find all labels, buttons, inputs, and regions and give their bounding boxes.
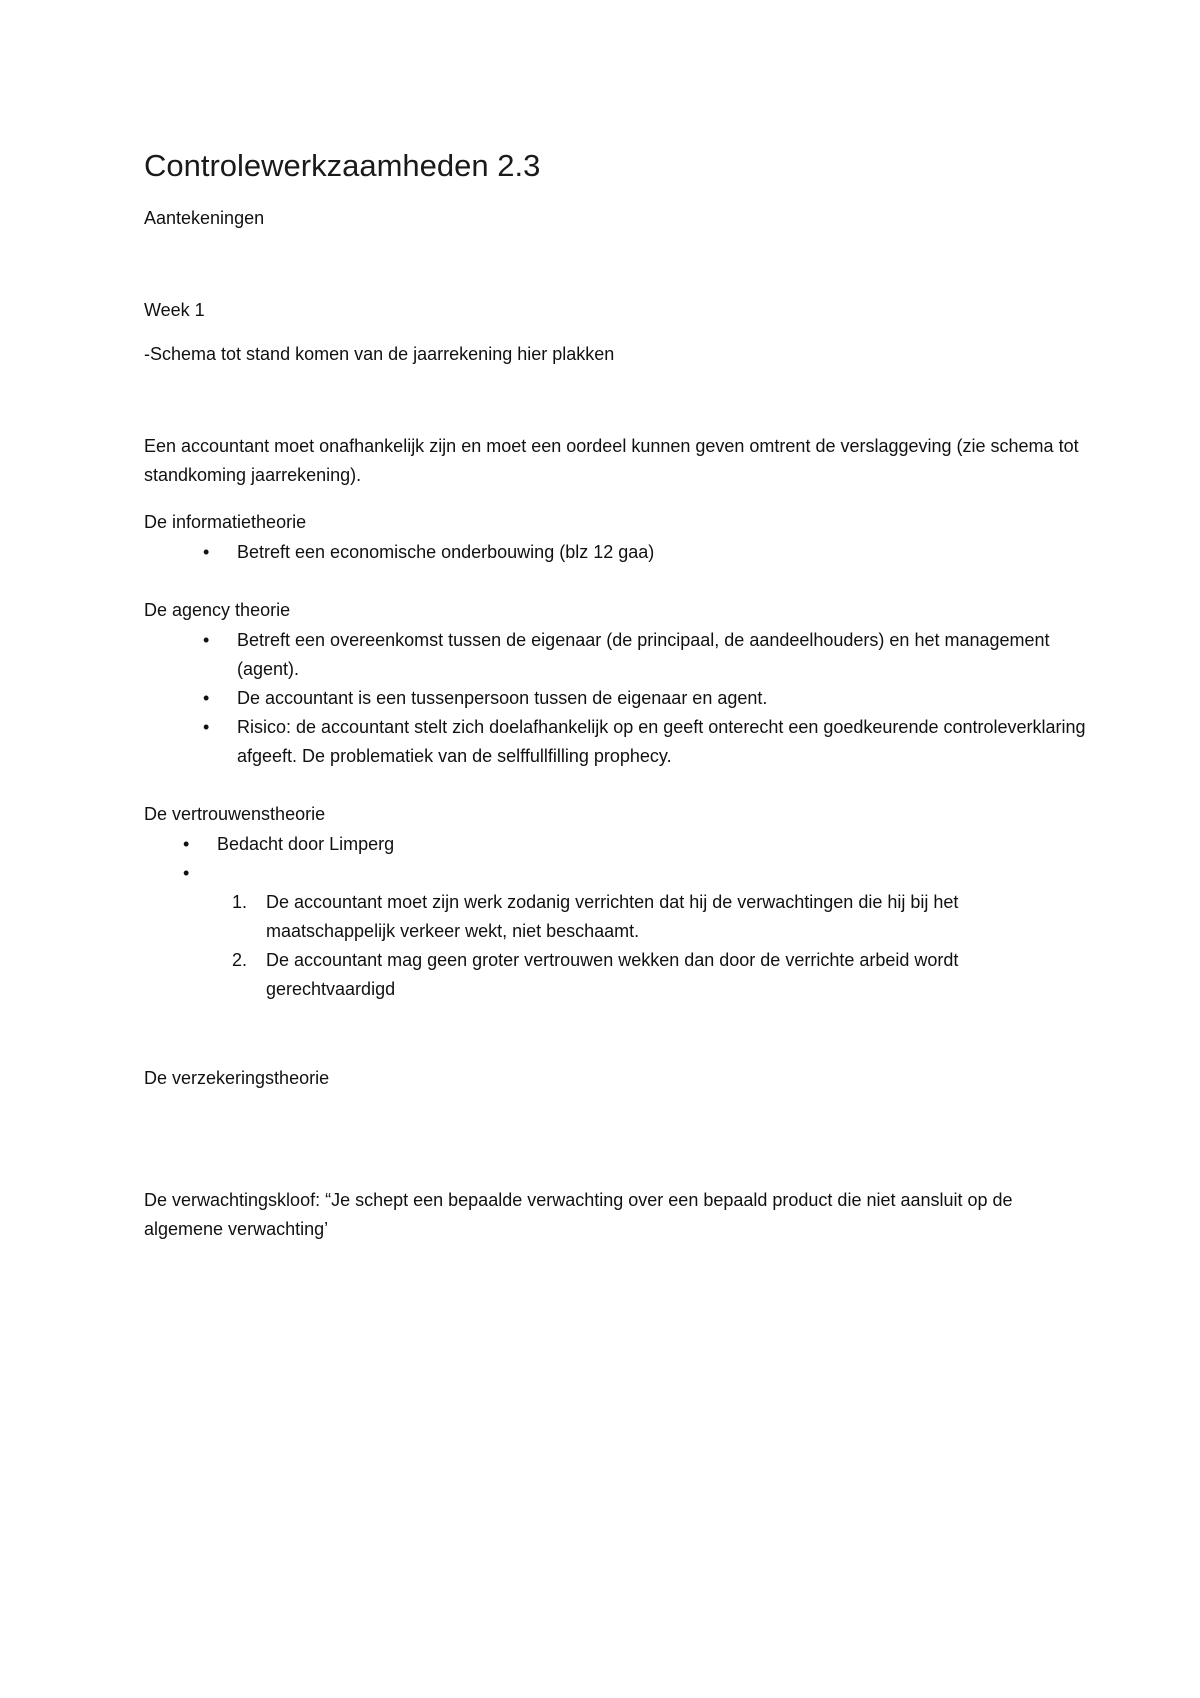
vertrouwen-bullet-list bbox=[183, 830, 1087, 888]
list-item bbox=[232, 888, 1086, 946]
list-item-text: De accountant is een tussenpersoon tussen de eigenaar en agent. bbox=[237, 688, 768, 708]
informatie-bullet-list bbox=[203, 538, 1087, 567]
bullet-icon: • bbox=[183, 863, 190, 883]
list-item bbox=[203, 713, 1087, 771]
list-item bbox=[232, 946, 1086, 1004]
list-item-text: Betreft een overeenkomst tussen de eigenaar (de principaal, de aandeelhouders) en het management (agent). bbox=[237, 630, 1050, 679]
list-item-text: De accountant mag geen groter vertrouwen wekken dan door de verrichte arbeid wordt gerechtvaardigd bbox=[266, 950, 959, 999]
week-heading: Week 1 bbox=[144, 300, 205, 320]
document-subtitle: Aantekeningen bbox=[144, 208, 265, 228]
list-item bbox=[183, 830, 1087, 859]
section-heading-vertrouwen: De vertrouwenstheorie bbox=[144, 804, 326, 824]
list-item bbox=[203, 626, 1087, 684]
list-number: 2. bbox=[232, 950, 248, 970]
list-number: 1. bbox=[232, 892, 248, 912]
list-item bbox=[203, 684, 1087, 713]
agency-bullet-list bbox=[203, 626, 1087, 771]
bullet-icon: • bbox=[203, 630, 210, 650]
list-item-text: De accountant moet zijn werk zodanig verrichten dat hij de verwachtingen die hij bij het maatschappelijk verkeer wekt, niet beschaamt. bbox=[266, 892, 959, 941]
intro-paragraph: Een accountant moet onafhankelijk zijn en moet een oordeel kunnen geven omtrent de verslaggeving (zie schema tot standkoming jaarrekening). bbox=[144, 436, 1079, 485]
schema-note: -Schema tot stand komen van de jaarrekening hier plakken bbox=[144, 344, 615, 364]
bullet-icon: • bbox=[203, 688, 210, 708]
section-heading-verzekering: De verzekeringstheorie bbox=[144, 1068, 330, 1088]
bullet-icon: • bbox=[203, 717, 210, 737]
vertrouwen-numbered-list bbox=[232, 888, 1086, 1004]
list-item-text: Bedacht door Limperg bbox=[217, 834, 395, 854]
list-item bbox=[203, 538, 1087, 567]
bullet-icon: • bbox=[183, 834, 190, 854]
section-heading-agency: De agency theorie bbox=[144, 600, 291, 620]
list-item-text: Risico: de accountant stelt zich doelafhankelijk op en geeft onterecht een goedkeurende controleverklaring afgeeft. De problematiek van de selffullfilling prophecy. bbox=[237, 717, 1086, 766]
section-heading-informatie: De informatietheorie bbox=[144, 512, 307, 532]
list-item bbox=[183, 859, 1087, 888]
verwachtingskloof-paragraph: De verwachtingskloof: “Je schept een bepaalde verwachting over een bepaald product die niet aansluit op de algemene verwachting’ bbox=[144, 1190, 1013, 1239]
list-item-text: Betreft een economische onderbouwing (blz 12 gaa) bbox=[237, 542, 655, 562]
document-title: Controlewerkzaamheden 2.3 bbox=[144, 148, 541, 183]
bullet-icon: • bbox=[203, 542, 210, 562]
